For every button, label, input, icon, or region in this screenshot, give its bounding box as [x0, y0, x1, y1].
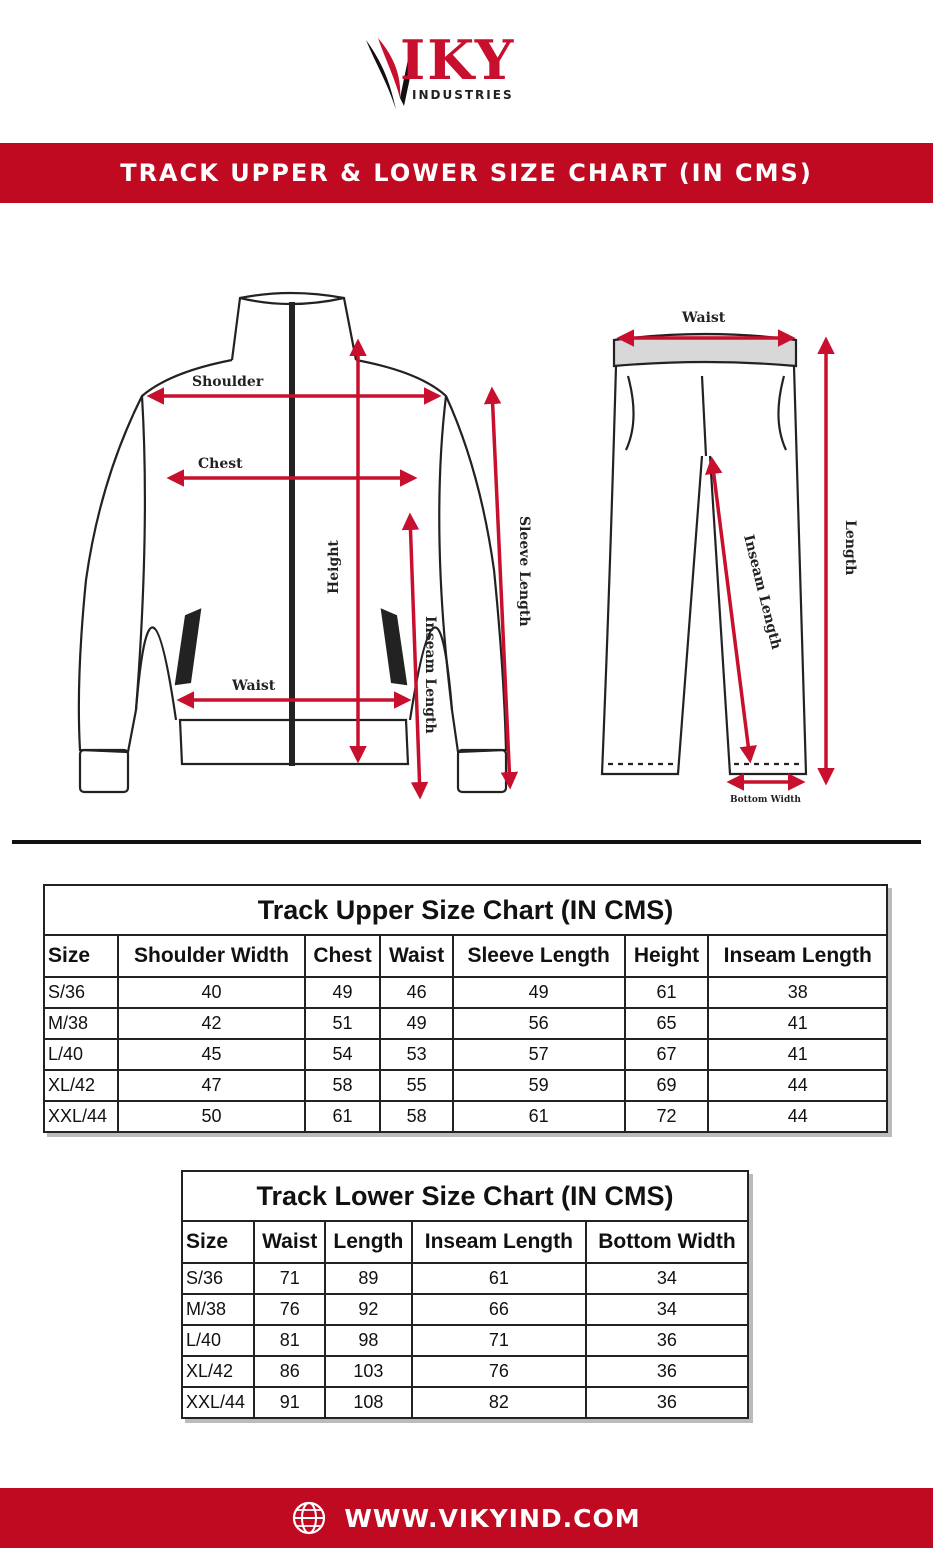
column-header: Size: [44, 935, 118, 977]
lower-table-header: [182, 1221, 748, 1263]
table-cell: 44: [708, 1070, 887, 1101]
table-cell: 72: [625, 1101, 709, 1132]
lower-size-table: [181, 1170, 749, 1419]
table-cell: 57: [453, 1039, 625, 1070]
table-cell: 42: [118, 1008, 304, 1039]
table-cell: 71: [254, 1263, 324, 1294]
brand-logo: [360, 28, 580, 116]
column-header: Waist: [380, 935, 452, 977]
column-header: Waist: [254, 1221, 324, 1263]
table-cell: M/38: [182, 1294, 254, 1325]
table-row: [44, 1101, 887, 1132]
table-cell: 65: [625, 1008, 709, 1039]
table-cell: L/40: [182, 1325, 254, 1356]
table-cell: 67: [625, 1039, 709, 1070]
title-banner: [0, 143, 933, 203]
table-cell: 40: [118, 977, 304, 1008]
garment-illustration: [0, 280, 933, 820]
table-cell: 61: [412, 1263, 586, 1294]
table-cell: 91: [254, 1387, 324, 1418]
website-link[interactable]: WWW.VIKYIND.COM: [344, 1503, 641, 1533]
label-pants-inseam-length: Inseam Length: [740, 533, 785, 652]
table-cell: 69: [625, 1070, 709, 1101]
table-cell: 45: [118, 1039, 304, 1070]
column-header: Chest: [305, 935, 381, 977]
table-row: [182, 1387, 748, 1418]
table-cell: 49: [380, 1008, 452, 1039]
table-cell: 44: [708, 1101, 887, 1132]
footer-band: [0, 1488, 933, 1548]
table-cell: 34: [586, 1294, 748, 1325]
table-cell: 86: [254, 1356, 324, 1387]
column-header: Size: [182, 1221, 254, 1263]
label-shoulder: Shoulder: [192, 374, 264, 390]
logo-letters: IKY: [400, 28, 516, 92]
table-row: [182, 1325, 748, 1356]
column-header: Height: [625, 935, 709, 977]
table-cell: 47: [118, 1070, 304, 1101]
table-row: [44, 1008, 887, 1039]
table-cell: 49: [305, 977, 381, 1008]
column-header: Inseam Length: [708, 935, 887, 977]
column-header: Inseam Length: [412, 1221, 586, 1263]
table-cell: 92: [325, 1294, 412, 1325]
table-cell: 41: [708, 1008, 887, 1039]
label-inseam-length-upper: Inseam Length: [422, 616, 438, 734]
table-cell: XXL/44: [44, 1101, 118, 1132]
table-cell: 76: [254, 1294, 324, 1325]
page-title: TRACK UPPER & LOWER SIZE CHART (IN CMS): [120, 159, 813, 187]
table-cell: 51: [305, 1008, 381, 1039]
section-divider: [12, 840, 921, 844]
label-waist: Waist: [232, 678, 276, 694]
table-cell: 38: [708, 977, 887, 1008]
label-height: Height: [326, 540, 342, 594]
table-row: [182, 1294, 748, 1325]
table-cell: M/38: [44, 1008, 118, 1039]
table-cell: 55: [380, 1070, 452, 1101]
table-cell: 66: [412, 1294, 586, 1325]
column-header: Length: [325, 1221, 412, 1263]
pants-drawing: [602, 334, 806, 774]
table-row: [182, 1356, 748, 1387]
table-cell: 82: [412, 1387, 586, 1418]
table-cell: 59: [453, 1070, 625, 1101]
table-cell: 56: [453, 1008, 625, 1039]
table-cell: 36: [586, 1356, 748, 1387]
table-cell: 36: [586, 1325, 748, 1356]
table-row: [182, 1263, 748, 1294]
table-cell: L/40: [44, 1039, 118, 1070]
table-cell: 34: [586, 1263, 748, 1294]
logo-subtitle: INDUSTRIES: [412, 88, 514, 102]
table-cell: 108: [325, 1387, 412, 1418]
lower-table-title: Track Lower Size Chart (IN CMS): [182, 1171, 748, 1221]
table-cell: 98: [325, 1325, 412, 1356]
table-cell: 81: [254, 1325, 324, 1356]
table-cell: 58: [380, 1101, 452, 1132]
column-header: Bottom Width: [586, 1221, 748, 1263]
column-header: Shoulder Width: [118, 935, 304, 977]
table-cell: 50: [118, 1101, 304, 1132]
table-cell: 36: [586, 1387, 748, 1418]
upper-table-header: [44, 935, 887, 977]
table-cell: 41: [708, 1039, 887, 1070]
label-pants-length: Length: [842, 520, 858, 576]
column-header: Sleeve Length: [453, 935, 625, 977]
table-row: [44, 977, 887, 1008]
table-cell: XL/42: [182, 1356, 254, 1387]
label-chest: Chest: [198, 456, 243, 472]
table-cell: 61: [625, 977, 709, 1008]
table-cell: XXL/44: [182, 1387, 254, 1418]
table-cell: 46: [380, 977, 452, 1008]
label-sleeve-length: Sleeve Length: [516, 516, 532, 627]
table-cell: 89: [325, 1263, 412, 1294]
table-cell: XL/42: [44, 1070, 118, 1101]
table-cell: 61: [305, 1101, 381, 1132]
upper-size-table: [43, 884, 888, 1133]
table-row: [44, 1039, 887, 1070]
table-cell: 54: [305, 1039, 381, 1070]
globe-icon: [292, 1501, 326, 1535]
table-row: [44, 1070, 887, 1101]
table-cell: 76: [412, 1356, 586, 1387]
table-cell: S/36: [182, 1263, 254, 1294]
table-cell: S/36: [44, 977, 118, 1008]
table-cell: 61: [453, 1101, 625, 1132]
label-bottom-width: Bottom Width: [730, 795, 801, 805]
table-cell: 71: [412, 1325, 586, 1356]
table-cell: 49: [453, 977, 625, 1008]
label-pants-waist: Waist: [682, 310, 726, 326]
upper-table-title: Track Upper Size Chart (IN CMS): [44, 885, 887, 935]
table-cell: 103: [325, 1356, 412, 1387]
table-cell: 58: [305, 1070, 381, 1101]
table-cell: 53: [380, 1039, 452, 1070]
